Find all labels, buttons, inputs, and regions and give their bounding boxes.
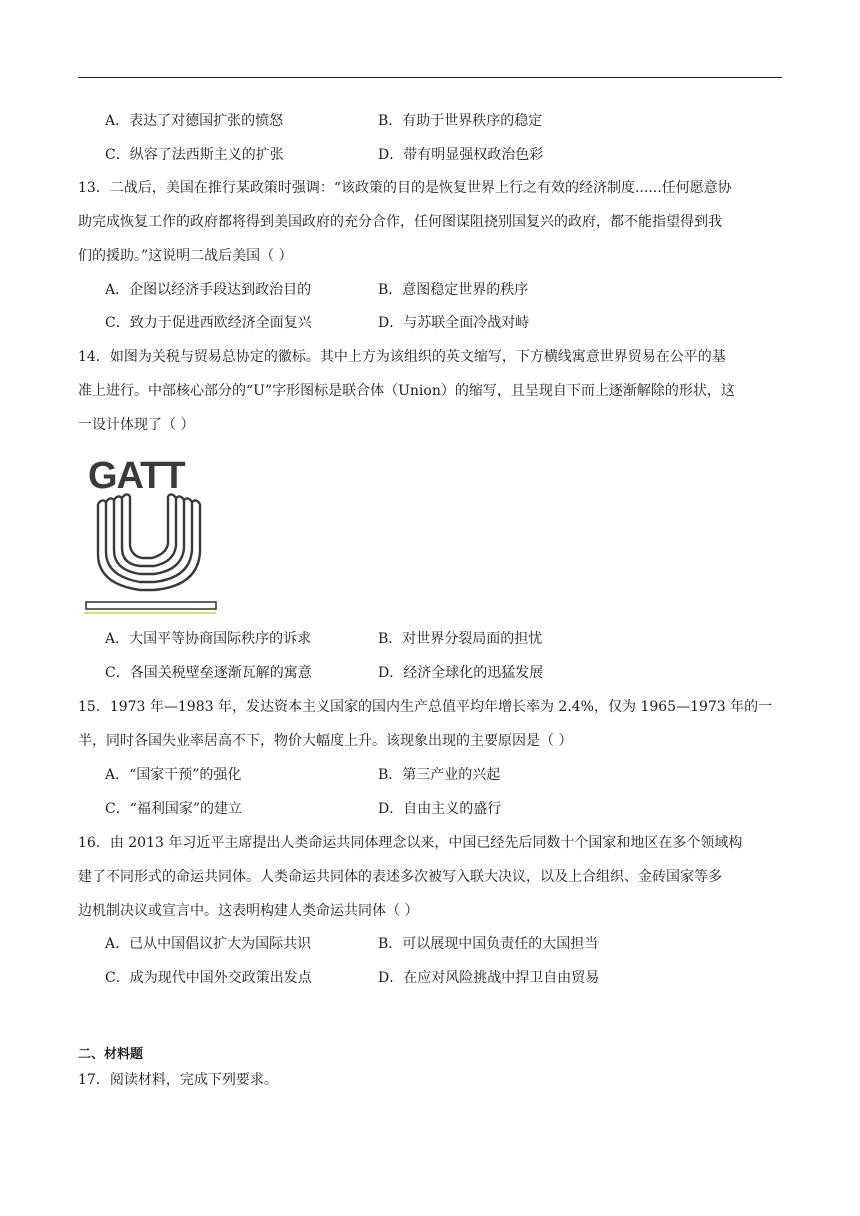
q14-stem-line-3: 一设计体现了（ ） [78, 417, 195, 433]
logo-baseline-bar [86, 602, 216, 609]
gatt-logo-text: GATT [88, 455, 185, 497]
q14-stem-line-1: 14．如图为关税与贸易总协定的徽标。其中上方为该组织的英文缩写，下方横线寓意世界贸易在公平的基 [78, 349, 726, 365]
q13-option-c[interactable]: C．致力于促进西欧经济全面复兴 [105, 315, 312, 331]
q16-stem-line-3: 边机制决议或宣言中。这表明构建人类命运共同体（ ） [78, 903, 419, 919]
q15-stem-line-1: 15．1973 年—1983 年，发达资本主义国家的国内生产总值平均年增长率为 2.4%，仅为 1965—1973 年的一 [78, 699, 773, 715]
q17-prompt: 17．阅读材料，完成下列要求。 [78, 1072, 278, 1088]
gatt-logo-graphic [82, 452, 222, 616]
q14-option-b[interactable]: B．对世界分裂局面的担忧 [378, 631, 543, 647]
u-shape-icon [98, 494, 200, 590]
q13-option-d[interactable]: D．与苏联全面冷战对峙 [378, 315, 530, 331]
q12-option-d[interactable]: D．带有明显强权政治色彩 [378, 147, 544, 163]
q12-option-c[interactable]: C．纵容了法西斯主义的扩张 [105, 147, 284, 163]
q16-option-b[interactable]: B．可以展现中国负责任的大国担当 [378, 936, 599, 952]
q15-option-b[interactable]: B．第三产业的兴起 [378, 767, 501, 783]
q13-stem-line-2: 助完成恢复工作的政府都将得到美国政府的充分合作，任何图谋阻挠别国复兴的政府，都不能指望得到我 [78, 214, 722, 230]
q14-option-a[interactable]: A．大国平等协商国际秩序的诉求 [105, 631, 312, 647]
q15-option-a[interactable]: A．“国家干预”的强化 [105, 767, 242, 783]
header-rule [78, 77, 782, 78]
q15-option-c[interactable]: C．“福利国家”的建立 [105, 801, 243, 817]
section-heading-material: 二、材料题 [78, 1047, 144, 1062]
q12-option-b[interactable]: B．有助于世界秩序的稳定 [378, 113, 543, 129]
q16-option-c[interactable]: C．成为现代中国外交政策出发点 [105, 970, 312, 986]
q13-option-b[interactable]: B．意图稳定世界的秩序 [378, 282, 529, 298]
q14-option-d[interactable]: D．经济全球化的迅猛发展 [378, 665, 544, 681]
q12-option-a[interactable]: A．表达了对德国扩张的愤怒 [105, 113, 284, 129]
q14-stem-line-2: 准上进行。中部核心部分的“U”字形图标是联合体（Union）的缩写，且呈现自下而上逐渐解除的形状，这 [78, 383, 735, 399]
q15-stem-line-2: 半，同时各国失业率居高不下，物价大幅度上升。该现象出现的主要原因是（ ） [78, 733, 573, 749]
q16-option-d[interactable]: D．在应对风险挑战中捍卫自由贸易 [378, 970, 600, 986]
q16-stem-line-1: 16．由 2013 年习近平主席提出人类命运共同体理念以来，中国已经先后同数十个国家和地区在多个领域构 [78, 835, 743, 851]
q14-option-c[interactable]: C．各国关税壁垒逐渐瓦解的寓意 [105, 665, 312, 681]
q13-stem-line-3: 们的援助。”这说明二战后美国（ ） [78, 248, 293, 264]
q16-stem-line-2: 建了不同形式的命运共同体。人类命运共同体的表述多次被写入联大决议，以及上合组织、金砖国家等多 [78, 869, 722, 885]
gatt-logo [82, 452, 222, 616]
q13-stem-line-1: 13．二战后，美国在推行某政策时强调：“该政策的目的是恢复世界上行之有效的经济制度......任何愿意协 [78, 180, 732, 196]
q16-option-a[interactable]: A．已从中国倡议扩大为国际共识 [105, 936, 312, 952]
q13-option-a[interactable]: A．企图以经济手段达到政治目的 [105, 282, 312, 298]
q15-option-d[interactable]: D．自由主义的盛行 [378, 801, 502, 817]
